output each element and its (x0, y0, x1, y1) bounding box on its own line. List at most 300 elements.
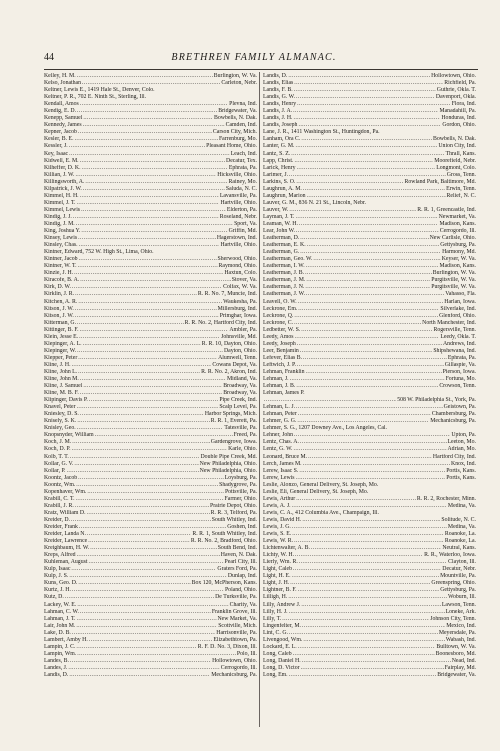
entry-place: Woburn, Ill. (447, 594, 476, 601)
entry-place: Broadway, Va. (223, 390, 257, 397)
entry-place: Box 120, McPherson, Kans. (191, 580, 257, 587)
directory-entry (44, 299, 257, 306)
directory-entry (263, 158, 476, 165)
directory-entry (263, 517, 476, 524)
entry-name: Lentz, G. W. (263, 446, 293, 453)
dot-leader (95, 432, 233, 439)
entry-place: 508 W. Philadelphia St., York, Pa. (397, 397, 476, 404)
entry-name: Lerew, Isaac S. (263, 467, 299, 474)
entry-name: Lauver, G. M., 836 N. 21 St., Lincoln, Nebr. (263, 199, 366, 206)
directory-entry (263, 531, 476, 538)
entry-name: Leslie, Alonzo, General Delivery, St. Joseph, Mo. (263, 481, 379, 488)
entry-place: Mechanicsburg, Pa. (211, 671, 257, 678)
dot-leader (294, 320, 421, 327)
entry-name: Leatherman, E. K. (263, 242, 306, 249)
entry-place: Ambler, Pa. (229, 326, 257, 333)
dot-leader (78, 580, 190, 587)
entry-name: Kindig, J. J. (44, 213, 72, 220)
directory-entry (44, 143, 257, 150)
entry-place: Adrian, Mo. (447, 446, 476, 453)
directory-entry (263, 630, 476, 637)
directory-entry (263, 651, 476, 658)
directory-entry (263, 73, 476, 80)
directory-entry (44, 439, 257, 446)
directory-entry (44, 313, 257, 320)
dot-leader (77, 404, 219, 411)
entry-name: Lapp, Christ. (263, 157, 294, 164)
directory-entry (44, 552, 257, 559)
entry-place: Madison, Kans. (439, 220, 476, 227)
entry-place: Farmer, Ohio. (224, 495, 257, 502)
entry-name: Kitterman, G. (44, 319, 77, 326)
dot-leader (306, 369, 442, 376)
dot-leader (74, 461, 198, 468)
directory-entry (263, 439, 476, 446)
entry-place: Pearl City, Ill. (224, 559, 257, 566)
dot-leader (72, 587, 224, 594)
entry-name: Lingenfelter, M. (263, 622, 301, 629)
entry-place: Portis, Kans. (446, 474, 476, 481)
entry-place: Medina, Va. (447, 502, 476, 509)
entry-name: Kline, M. B. F. (44, 390, 79, 397)
dot-leader (80, 411, 204, 418)
dot-leader (292, 503, 447, 510)
directory-entry (263, 425, 476, 432)
entry-place: Burlington, W. Va. (213, 73, 257, 79)
directory-entry (263, 207, 476, 214)
dot-leader (75, 313, 219, 320)
dot-leader (88, 538, 190, 545)
entry-place: Boonesboro, Md. (435, 650, 476, 657)
directory-entry (44, 306, 257, 313)
entry-name: Leedy, Amos (263, 333, 294, 340)
dot-leader (301, 136, 432, 143)
entry-place: Mexico, Ind. (446, 622, 476, 629)
entry-name: Lair, John M. (44, 622, 76, 629)
dot-leader (303, 461, 450, 468)
directory-entry (263, 334, 476, 341)
directory-entry (44, 411, 257, 418)
directory-entry (44, 432, 257, 439)
entry-place: R. F. D. No. 3, Dixon, Ill. (197, 643, 257, 650)
entry-place: Charity, Va. (229, 601, 257, 608)
entry-place: Harbor Springs, Mich. (204, 411, 257, 418)
directory-entry (44, 355, 257, 362)
dot-leader (75, 172, 216, 179)
entry-name: Lake, D. B. (44, 629, 71, 636)
directory-entry (263, 369, 476, 376)
dot-leader (76, 623, 217, 630)
directory-entry (263, 87, 476, 94)
dot-leader (302, 623, 445, 630)
entry-name: Lefever, Elias B. (263, 354, 303, 361)
dot-leader (293, 566, 441, 573)
dot-leader (78, 263, 218, 270)
dot-leader (78, 369, 200, 376)
entry-name: Koontz, Wm. (44, 481, 76, 488)
entry-name: Layman, J. T. (263, 213, 295, 220)
directory-entry (44, 397, 257, 404)
entry-name: Kollar, P. (44, 467, 66, 474)
entry-name: Lahman, C. W. (44, 608, 79, 615)
entry-name: Ledbetter, W. S. (263, 326, 301, 333)
dot-leader (79, 242, 220, 249)
directory-entry (263, 270, 476, 277)
page-header (30, 52, 478, 66)
dot-leader (87, 489, 224, 496)
entry-name: Lehman, Peter (263, 411, 297, 418)
entry-name: Landis, Joseph (263, 122, 298, 129)
entry-name: Klepinger, A. L. (44, 340, 82, 347)
entry-place: Cerrogordo, Ill. (220, 664, 257, 671)
dot-leader (295, 334, 440, 341)
dot-leader (293, 651, 435, 658)
entry-place: Primghar, Iowa. (219, 312, 257, 319)
entry-place: Mountville, Pa. (440, 573, 476, 580)
entry-name: Landis, Elias (263, 80, 294, 87)
directory-entry (263, 454, 476, 461)
dot-leader (303, 637, 444, 644)
entry-name: Kitson, J. W. (44, 312, 74, 319)
entry-place: Geistown, Pa. (443, 404, 476, 411)
directory-entry (263, 411, 476, 418)
dot-leader (78, 475, 224, 482)
dot-leader (288, 594, 447, 601)
entry-place: Decatur, Tex. (226, 157, 257, 164)
directory-entry (44, 489, 257, 496)
entry-name: Lewis, David H. (263, 516, 302, 523)
entry-name: Kreps, Alfred (44, 552, 76, 559)
directory-entry (44, 270, 257, 277)
entry-place: Waukesha, Pa. (223, 298, 257, 305)
dot-leader (71, 566, 216, 573)
entry-name: Lehman, L. J. (263, 404, 296, 411)
entry-name: Keltner, P. R., 702 E. Ninth St., Sterling, Ill. (44, 94, 147, 101)
directory-entry (44, 383, 257, 390)
entry-name: Kimmel, Lewis (44, 206, 81, 213)
dot-leader (298, 122, 441, 129)
entry-name: Lilly, T. (263, 615, 282, 622)
directory-entry (44, 425, 257, 432)
entry-name: Kenepp, Samuel (44, 115, 83, 122)
entry-name: Koch, D. P. (44, 446, 71, 453)
entry-name: Kendig, E. D. (44, 108, 77, 115)
entry-name: Kreider, Frank (44, 524, 78, 530)
directory-entry (44, 545, 257, 552)
directory-entry (263, 468, 476, 475)
directory-entry (44, 496, 257, 503)
dot-leader (80, 277, 230, 284)
entry-place: Prairie Depot, Ohio. (209, 502, 257, 509)
dot-leader (290, 376, 445, 383)
directory-entry (263, 580, 476, 587)
entry-name: Leavell, O. W. (263, 298, 297, 305)
directory-entry (44, 531, 257, 538)
dot-leader (87, 531, 191, 538)
directory-entry (44, 538, 257, 545)
directory-entry (263, 249, 476, 256)
entry-name: Lewis, Arthur (263, 495, 296, 502)
entry-place: Flora, Ind. (451, 101, 476, 108)
dot-leader (90, 545, 216, 552)
directory-entry (44, 207, 257, 214)
entry-place: Rowland Park, Baltimore, Md. (404, 178, 476, 185)
directory-entry (263, 179, 476, 186)
directory-entry (263, 80, 476, 87)
directory-entry (263, 552, 476, 559)
entry-place: Fairplay, Md. (444, 664, 476, 671)
entry-name: Lewis, C. A., 412 Columbia Ave., Champaign, Ill. (263, 509, 379, 516)
directory-entry (263, 228, 476, 235)
entry-place: Karle, Ohio. (228, 446, 257, 453)
dot-leader (76, 496, 224, 503)
entry-place: Longmont, Colo. (436, 164, 476, 171)
entry-name: Killingsworth, A. (44, 178, 85, 185)
entry-name: Long, Caleb (263, 650, 292, 657)
dot-leader (294, 87, 436, 94)
entry-place: Johnsville, Md. (221, 333, 257, 340)
entry-place: Scottville, Mich. (218, 622, 257, 629)
directory-entry (44, 658, 257, 665)
dot-leader (300, 439, 447, 446)
entry-name: Lewis, W. R. (263, 538, 294, 545)
dot-leader (282, 616, 429, 623)
entry-name: Lane, J. R., 1411 Washington St., Huntingdon, Pa. (263, 129, 380, 136)
entry-name: Kurtz, J. H. (44, 587, 71, 594)
entry-name: Kessler, J. (44, 143, 68, 150)
entry-place: Erwin, Tenn. (446, 185, 476, 192)
entry-place: Bulltown, W. Va. (436, 643, 476, 650)
directory-entry (44, 404, 257, 411)
dot-leader (77, 651, 236, 658)
dot-leader (73, 214, 219, 221)
entry-place: Purgitsville, W. Va. (431, 277, 476, 284)
entry-name: Lehmer, G. G. (263, 418, 297, 425)
dot-leader (291, 151, 444, 158)
directory-entry (263, 418, 476, 425)
entry-name: Leatherman, I. W. (263, 263, 305, 270)
directory-entry (44, 616, 257, 623)
dot-leader (79, 334, 220, 341)
dot-leader (294, 80, 443, 87)
directory-entry (44, 602, 257, 609)
entry-name: Klipinger, Davis P. (44, 397, 88, 404)
page-number: 44 (44, 52, 54, 63)
dot-leader (89, 397, 218, 404)
dot-leader (83, 186, 225, 193)
directory-entry (44, 214, 257, 221)
dot-leader (296, 179, 403, 186)
dot-leader (293, 108, 438, 115)
entry-place: Gillaspie, Va. (444, 361, 476, 368)
entry-place: Bridgewater, Va. (437, 671, 476, 678)
dot-leader (80, 327, 229, 334)
entry-place: Plevna, Ind. (229, 101, 257, 108)
directory-entry (263, 545, 476, 552)
entry-place: Keyser, W. Va. (441, 256, 476, 263)
directory-entry (44, 587, 257, 594)
entry-place: Upton, Pa. (451, 432, 476, 439)
entry-name: Kuns, Geo. D. (44, 580, 78, 587)
entry-place: Gross, Tenn. (446, 171, 476, 178)
dot-leader (313, 256, 440, 263)
entry-name: Kendall, Amos (44, 101, 79, 108)
directory-entry (44, 291, 257, 298)
entry-place: Bowbells, N. Dak. (214, 115, 257, 122)
directory-entry (263, 299, 476, 306)
dot-leader (75, 136, 218, 143)
directory-entry (263, 94, 476, 101)
entry-name: Lewis, S. E. (263, 531, 292, 538)
directory-entry (263, 510, 476, 517)
entry-place: Newmarket, Va. (438, 213, 476, 220)
entry-name: Kinsey, Lewis (44, 235, 78, 242)
entry-name: Knavel, Peter (44, 404, 76, 411)
entry-name: Landis, J. A. (263, 108, 293, 115)
entry-name: Kirklin, J. R. (44, 291, 75, 298)
dot-leader (303, 186, 445, 193)
entry-name: Leatherman, J. M. (263, 277, 306, 284)
entry-place: R. R. 1, Everett, Pa. (210, 418, 257, 425)
dot-leader (89, 637, 213, 644)
dot-leader (77, 418, 209, 425)
entry-name: Kinsley, Chas. (44, 242, 78, 249)
dot-leader (78, 355, 217, 362)
entry-place: Dayton, Ohio. (223, 347, 257, 354)
dot-leader (296, 383, 438, 390)
entry-name: Kindig, J. M. (44, 220, 75, 227)
directory-entry (263, 151, 476, 158)
dot-leader (296, 475, 446, 482)
directory-entry (263, 475, 476, 482)
entry-place: Midland, Va. (226, 376, 257, 383)
entry-name: Lehman, James P. (263, 390, 305, 397)
dot-leader (77, 552, 220, 559)
dot-leader (290, 580, 430, 587)
directory-entry (263, 284, 476, 291)
directory-entry (263, 341, 476, 348)
entry-name: Kniesley, D. S. (44, 411, 79, 418)
directory-entry (44, 559, 257, 566)
directory-entry (44, 228, 257, 235)
dot-leader (69, 672, 210, 679)
directory-entry (263, 616, 476, 623)
entry-name: Leaman, W. H. (263, 220, 298, 227)
directory-entry (44, 672, 257, 679)
entry-name: Lehman, J. B. (263, 383, 296, 390)
entry-name: Kilheffer, D. K. (44, 164, 81, 171)
entry-place: Relief, N. C. (446, 192, 476, 199)
dot-leader (72, 446, 228, 453)
dot-leader (295, 552, 423, 559)
entry-name: Lampin, J. C. (44, 643, 76, 650)
dot-leader (294, 432, 450, 439)
dot-leader (296, 404, 443, 411)
dot-leader (77, 108, 217, 115)
directory-entry (263, 101, 476, 108)
directory-entry (263, 594, 476, 601)
entry-place: South Whitley, Ind. (211, 516, 257, 523)
entry-name: Leckrone, Q. (263, 312, 294, 319)
entry-name: Leatherman, D. (263, 235, 300, 242)
dot-leader (264, 397, 396, 404)
entry-place: Hollowtown, Ohio. (431, 73, 476, 79)
entry-name: Leonard, Bruce M. (263, 453, 308, 460)
entry-name: Lahman, J. T. (44, 615, 76, 622)
entry-place: Pierson, Iowa. (442, 368, 476, 375)
entry-name: Kelley, H. M. (44, 73, 76, 79)
directory-entry (44, 341, 257, 348)
entry-name: Landis, F. B. (263, 87, 293, 94)
entry-name: Light, J. H. (263, 580, 290, 587)
dot-leader (70, 454, 200, 461)
directory-entry (44, 108, 257, 115)
directory-entry (44, 80, 257, 87)
directory-entry (44, 186, 257, 193)
directory-entry (263, 327, 476, 334)
entry-name: Lilly, H. J. (263, 608, 288, 615)
dot-leader (298, 411, 431, 418)
directory-entry (263, 397, 476, 404)
entry-name: Kinzie, J. H. (44, 270, 74, 277)
entry-place: R. R. No. 2, Bradford, Ohio. (190, 538, 257, 545)
dot-leader (300, 249, 441, 256)
entry-place: Lavansville, Pa. (219, 192, 257, 199)
entry-place: Poland, Ohio. (224, 587, 257, 594)
dot-leader (78, 299, 222, 306)
entry-name: Lightner, B. F. (263, 587, 297, 594)
entry-place: Davenport, Okla. (435, 94, 476, 101)
directory-entry (263, 432, 476, 439)
entry-place: Roanoke, La. (444, 538, 476, 545)
dot-leader (289, 630, 438, 637)
directory-entry (44, 172, 257, 179)
dot-leader (72, 630, 215, 637)
entry-name: Lilligh, H. (263, 594, 288, 601)
entry-place: Saluda, N. C. (225, 185, 257, 192)
directory-entry (44, 665, 257, 672)
directory-entry (263, 623, 476, 630)
entry-name: Leer, Benjamin (263, 347, 299, 354)
entry-place: Pipe Creek, Ind. (219, 397, 257, 404)
dot-leader (301, 602, 441, 609)
directory-entry (263, 482, 476, 489)
entry-name: Kepner, Jacob (44, 129, 77, 136)
dot-leader (67, 468, 199, 475)
entry-name: Lehmer, S. G., 1207 Downey Ave., Los Angeles, Cal. (263, 425, 387, 432)
entry-place: Sherwood, Ohio. (217, 256, 257, 263)
dot-leader (69, 573, 227, 580)
entry-place: Carson City, Mich. (212, 129, 257, 136)
entry-name: Leatherman, J. B. (263, 270, 305, 277)
entry-place: Shipshewana, Ind. (433, 347, 476, 354)
entry-name: Lampin, Wm. (44, 650, 77, 657)
entry-place: Hagerstown, Ind. (216, 235, 257, 242)
entry-name: Long, D. Victor (263, 664, 300, 671)
dot-leader (81, 228, 227, 235)
entry-place: Johnson City, Tenn. (430, 615, 476, 622)
directory-entry (44, 573, 257, 580)
directory-entry (44, 580, 257, 587)
directory-entry (263, 122, 476, 129)
dot-leader (69, 151, 230, 158)
entry-name: Kreider, Lawrence (44, 538, 88, 545)
dot-leader (80, 609, 211, 616)
directory-entry (263, 602, 476, 609)
dot-leader (307, 193, 446, 200)
dot-leader (78, 129, 212, 136)
entry-name: Lambert, Amby H. (44, 636, 88, 643)
